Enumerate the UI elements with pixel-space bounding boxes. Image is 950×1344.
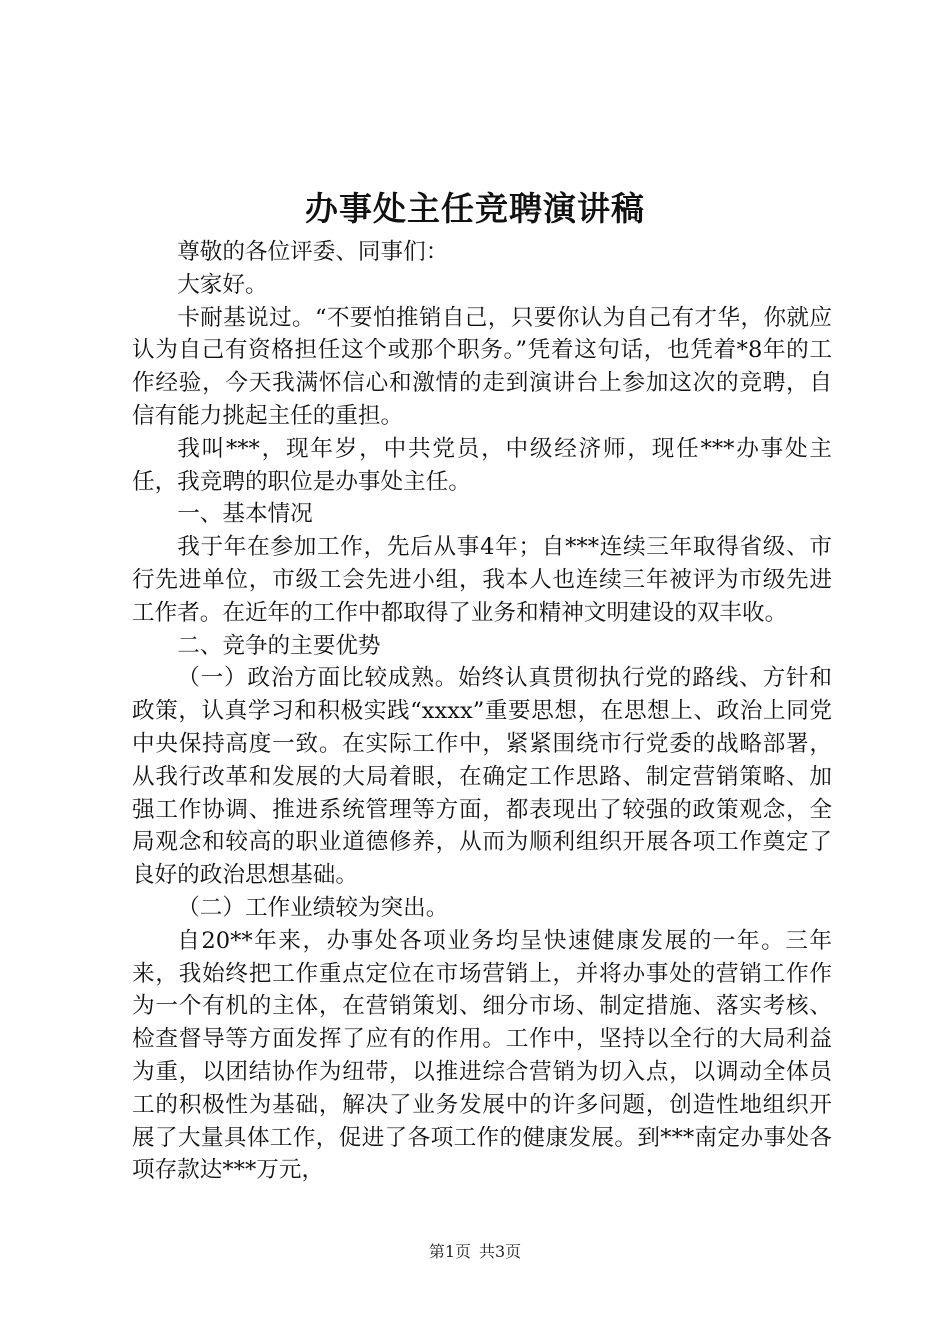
page-footer xyxy=(0,1241,950,1263)
body-paragraph: （一）政治方面比较成熟。始终认真贯彻执行党的路线、方针和政策，认真学习和积极实践“xxxx”重要思想，在思想上、政治上同党中央保持高度一致。在实际工作中，紧紧围绕市行党委的战略部署，从我行改革和发展的大局着眼，在确定工作思路、制定营销策略、加强工作协调、推进系统管理等方面，都表现出了较强的政策观念，全局观念和较高的职业道德修养，从而为顺利组织开展各项工作奠定了良好的政治思想基础。 xyxy=(132,665,832,889)
body-paragraph: 自20**年来，办事处各项业务均呈快速健康发展的一年。三年来，我始终把工作重点定位在市场营销上，并将办事处的营销工作作为一个有机的主体，在营销策划、细分市场、制定措施、落实考核、检查督导等方面发挥了应有的作用。工作中，坚持以全行的大局利益为重，以团结协作为纽带，以推进综合营销为切入点，以调动全体员工的积极性为基础，解决了业务发展中的许多问题，创造性地组织开展了大量具体工作，促进了各项工作的健康发展。到***南定办事处各项存款达***万元， xyxy=(132,927,832,1184)
page-total: 共3页 xyxy=(479,1242,522,1261)
subsection-heading: （二）工作业绩较为突出。 xyxy=(177,894,449,921)
section-heading: 二、竞争的主要优势 xyxy=(177,632,381,659)
page-number: 第1页 xyxy=(428,1242,471,1261)
body-paragraph: 我叫***，现年岁，中共党员，中级经济师，现任***办事处主任，我竞聘的职位是办事处主任。 xyxy=(132,435,832,495)
salutation: 尊敬的各位评委、同事们： xyxy=(177,239,449,265)
body-paragraph: 卡耐基说过。“不要怕推销自己，只要你认为自己有才华，你就应认为自己有资格担任这个或那个职务。”凭着这句话，也凭着*8年的工作经验，今天我满怀信心和激情的走到演讲台上参加这次的竞聘，自信有能力挑起主任的重担。 xyxy=(132,304,832,429)
document-title: 办事处主任竞聘演讲稿 xyxy=(305,189,645,228)
body-paragraph: 我于年在参加工作，先后从事4年；自***连续三年取得省级、市行先进单位，市级工会先进小组，我本人也连续三年被评为市级先进工作者。在近年的工作中都取得了业务和精神文明建设的双丰收。 xyxy=(132,534,832,626)
greeting: 大家好。 xyxy=(177,271,268,298)
document-body xyxy=(132,236,832,1187)
section-heading: 一、基本情况 xyxy=(177,501,313,528)
